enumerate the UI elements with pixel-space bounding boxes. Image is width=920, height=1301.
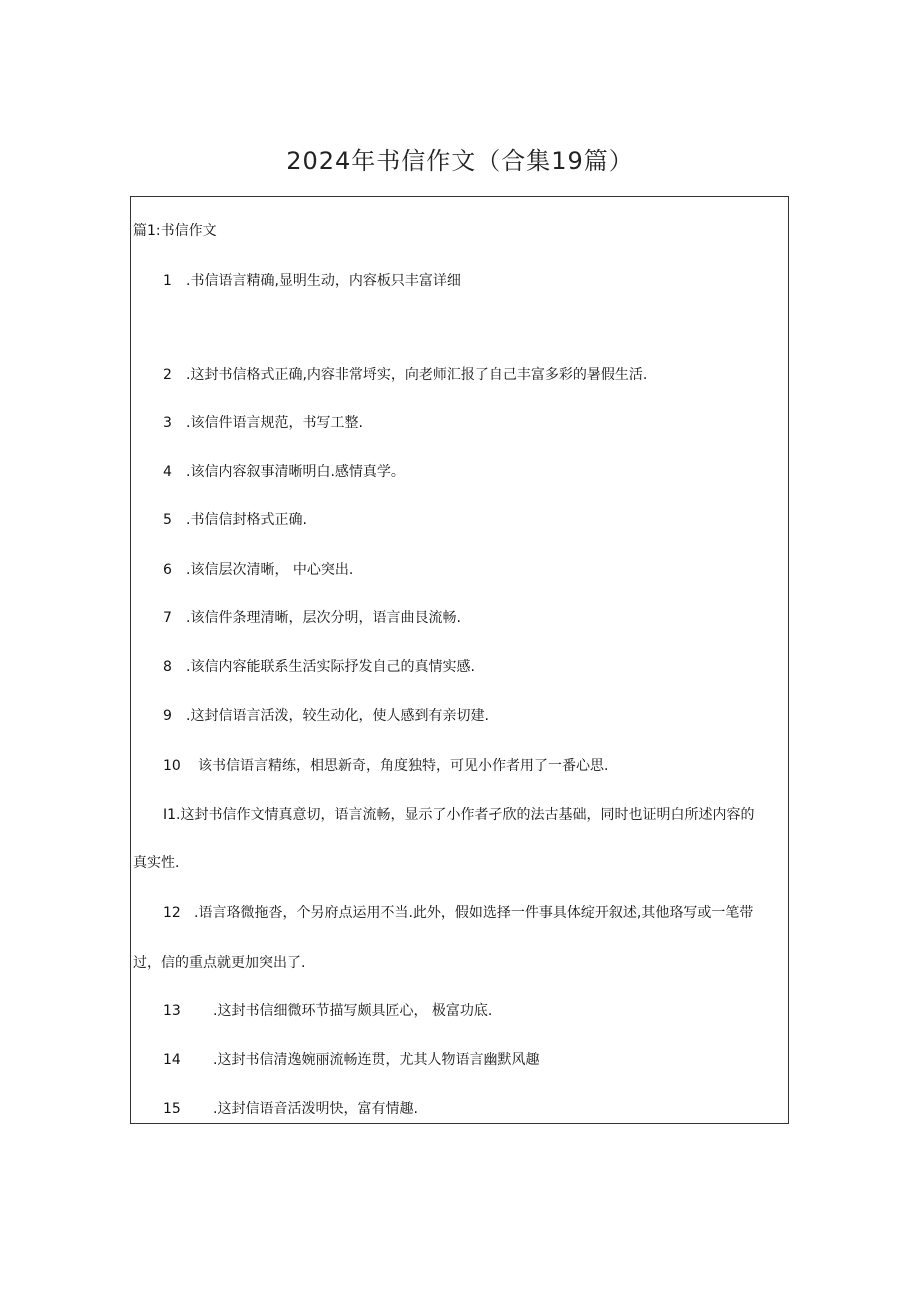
list-item-number: 6	[163, 562, 172, 578]
list-item: .该信内容能联系生活实际抒发自己的真情实感.	[186, 659, 475, 675]
list-item-continuation: 过，信的重点就更加突出了.	[133, 955, 306, 971]
list-item-number: 12	[163, 905, 181, 921]
list-item-number: 7	[163, 610, 172, 626]
list-item: 该书信语言精练，相思新奇，角度独特，可见小作者用了一番心思.	[198, 758, 609, 774]
list-item: .该信件条理清晰，层次分明，语言曲艮流畅.	[186, 610, 461, 626]
list-item-number: 2	[163, 367, 172, 383]
list-item: .该信件语言规范，书写工整.	[186, 415, 363, 431]
list-item: .这封信语言活泼，较生动化，使人感到有亲切建.	[186, 708, 489, 724]
page-title: 2024年书信作文（合集19篇）	[286, 147, 634, 175]
list-item-number: 3	[163, 415, 172, 431]
list-item: .这封书信细微环节描写颇具匠心， 极富功底.	[213, 1003, 493, 1019]
list-item-number: 8	[163, 659, 172, 675]
list-item: .语言珞微拖沓，个另府点运用不当.此外，假如选择一件事具体绽开叙述,其他珞写或一笔带	[194, 905, 754, 921]
list-item: .书信语言精确,显明生动，内容板只丰富详细	[186, 273, 461, 289]
list-item: I1.这封书信作文情真意切，语言流畅，显示了小作者孑欣的法古基础，同时也证明白所述内容的	[163, 807, 755, 823]
section-heading: 篇1:书信作文	[133, 223, 217, 239]
list-item: .书信信封格式正确.	[186, 512, 307, 528]
list-item-number: 4	[163, 464, 172, 480]
list-item-number: 15	[163, 1101, 181, 1117]
list-item: .这封书信清逸婉丽流畅连贯，尤其人物语言幽默风趣	[213, 1052, 540, 1068]
list-item: .这封信语音活泼明快，富有情趣.	[213, 1101, 418, 1117]
list-item: .这封书信格式正确,内容非常埒实，向老师汇报了自己丰富多彩的暑假生活.	[186, 367, 648, 383]
list-item-continuation: 真实性.	[133, 855, 180, 871]
list-item-number: 1	[163, 273, 172, 289]
list-item: .该信层次清晰， 中心突出.	[186, 562, 354, 578]
list-item-number: 13	[163, 1003, 181, 1019]
list-item-number: 10	[163, 758, 181, 774]
list-item-number: 14	[163, 1052, 181, 1068]
list-item-number: 5	[163, 512, 172, 528]
list-item-number: 9	[163, 708, 172, 724]
list-item: .该信内容叙事清晰明白.感情真学。	[186, 464, 405, 480]
